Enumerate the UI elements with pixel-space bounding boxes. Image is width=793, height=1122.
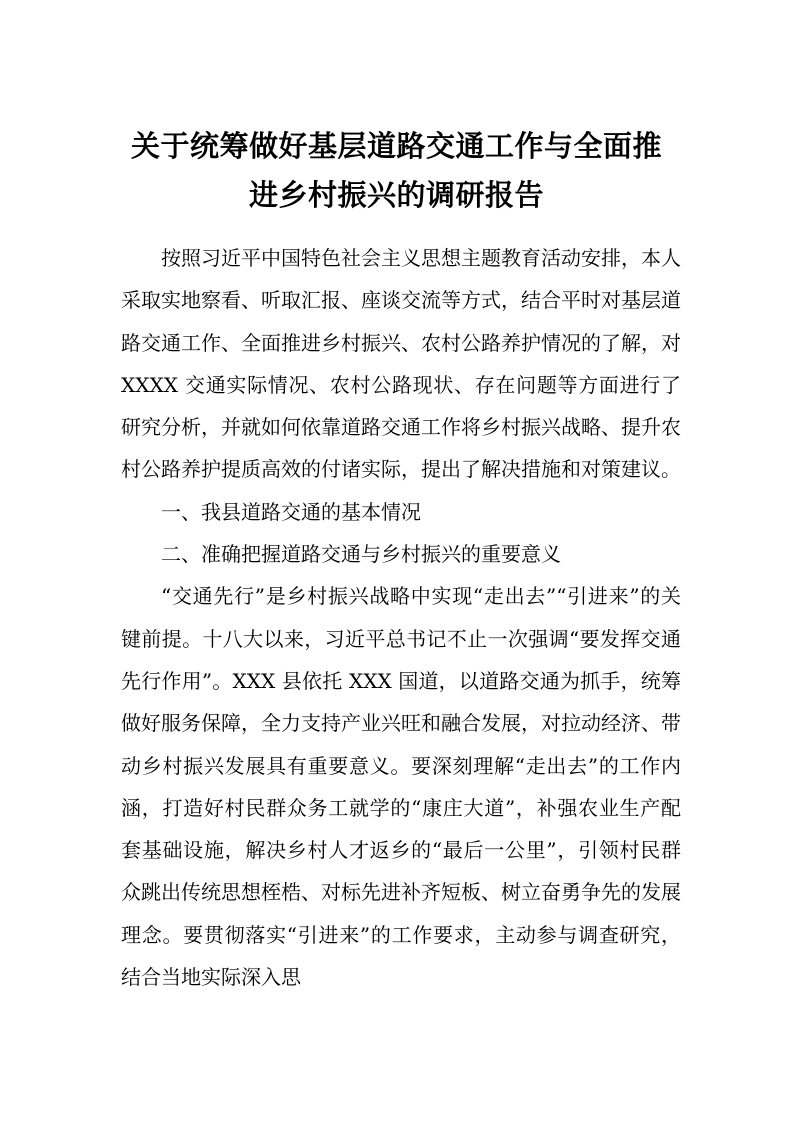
document-body	[121, 237, 681, 998]
intro-paragraph: 按照习近平中国特色社会主义思想主题教育活动安排，本人采取实地察看、听取汇报、座谈交流等方式，结合平时对基层道路交通工作、全面推进乡村振兴、农村公路养护情况的了解，对 XXXX 交通实际情况、农村公路现状、存在问题等方面进行了研究分析，并就如何依靠道路交通工作将乡村振兴战略、提升农村公路养护提质高效的付诸实际，提出了解决措施和对策建议。	[121, 246, 681, 482]
section-heading-1: 一、我县道路交通的基本情况	[161, 499, 421, 524]
body-paragraph: “交通先行”是乡村振兴战略中实现“走出去”“引进来”的关键前提。十八大以来，习近平总书记不止一次强调“要发挥交通先行作用”。XXX 县依托 XXX 国道，以道路交通为抓手，统筹做好服务保障，全力支持产业兴旺和融合发展，对拉动经济、带动乡村振兴发展具有重要意义。要深刻理解“走出去”的工作内涵，打造好村民群众务工就学的“康庄大道”，补强农业生产配套基础设施，解决乡村人才返乡的“最后一公里”，引领村民群众跳出传统思想桎梏、对标先进补齐短板、树立奋勇争先的发展理念。要贯彻落实“引进来”的工作要求，主动参与调查研究，结合当地实际深入思	[121, 584, 681, 990]
document-title-line-1: 关于统筹做好基层道路交通工作与全面推	[130, 129, 662, 163]
section-heading-2: 二、准确把握道路交通与乡村振兴的重要意义	[161, 542, 561, 567]
document-title-line-2: 进乡村振兴的调研报告	[248, 178, 544, 212]
